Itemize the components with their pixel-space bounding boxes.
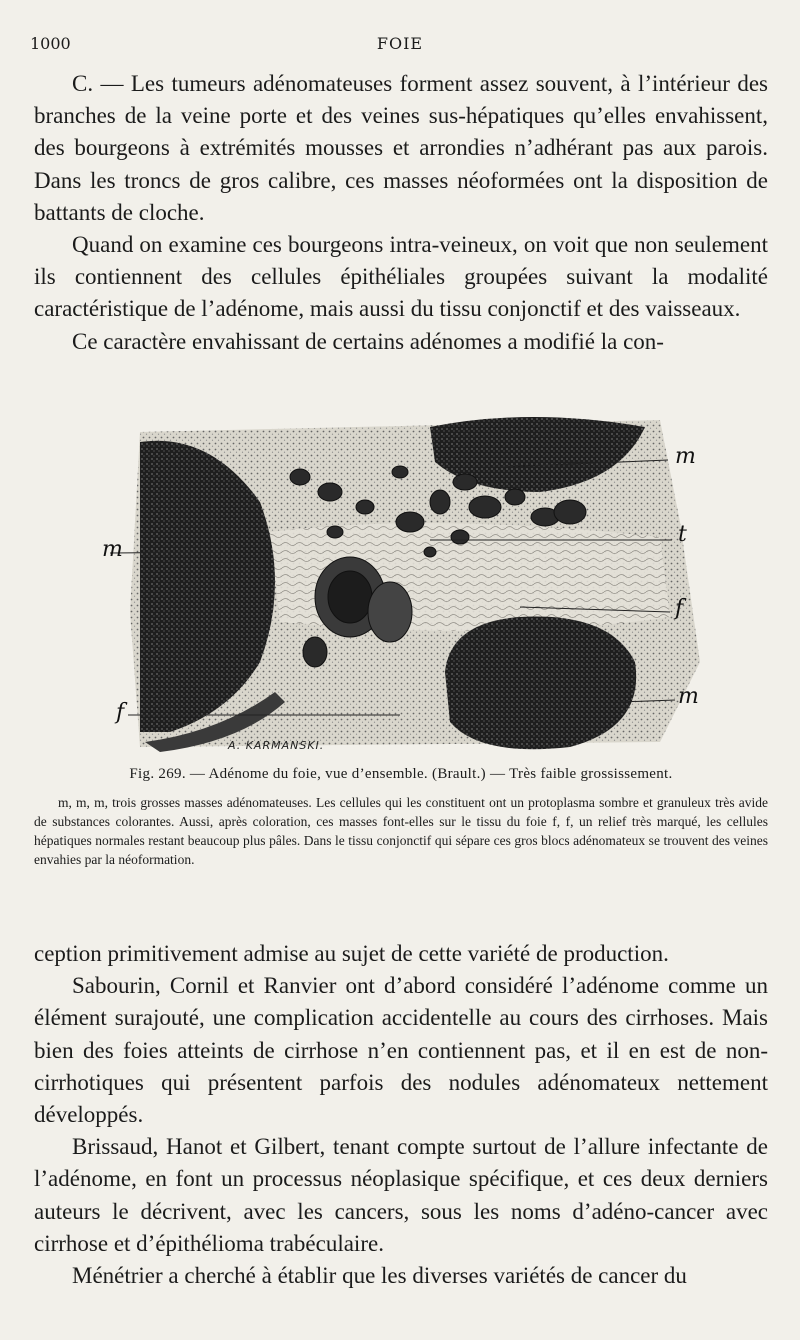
body-text-bottom — [34, 938, 768, 1292]
figure-caption — [34, 766, 768, 869]
paragraph: Ménétrier a cherché à établir que les diverses variétés de cancer du — [72, 1263, 687, 1289]
label-t: t — [678, 522, 687, 547]
page-number: 1000 — [30, 34, 71, 53]
label-f-left: f — [116, 700, 125, 725]
histology-engraving — [100, 412, 740, 758]
label-m-left: m — [102, 537, 123, 562]
label-m-bottom-right: m — [678, 684, 699, 709]
label-m-top-right: m — [675, 444, 696, 469]
adenoma-mass-bottom-right — [445, 617, 636, 750]
engraver-signature: A. KARMANSKI. — [228, 739, 325, 752]
paragraph: C. — Les tumeurs adénomateuses forment assez souvent, à l’intérieur des branches de la veine porte et des veines sus-hépatiques qu’elles envahissent, des bourgeons à extrémités mousses et arrondies n’adhérant pas aux parois. Dans les troncs de gros calibre, ces masses néoformées ont la disposition de battants de cloche. — [34, 71, 768, 225]
running-head: FOIE — [376, 34, 424, 53]
page-header — [30, 34, 770, 58]
label-f-right: f — [675, 596, 684, 621]
paragraph: Sabourin, Cornil et Ranvier ont d’abord considéré l’adénome comme un élément surajouté, une complication accidentelle au cours des cirrhoses. Mais bien des foies atteints de cirrhose n’en contiennent pas, et il en est de non-cirrhotiques qui présentent parfois des nodules adénomateux nettement développés. — [34, 973, 768, 1128]
caption-title: Fig. 269. — Adénome du foie, vue d’ensemble. (Brault.) — Très faible grossissement. — [129, 766, 673, 782]
paragraph: ception primitivement admise au sujet de cette variété de production. — [34, 941, 669, 966]
paragraph: Brissaud, Hanot et Gilbert, tenant compte surtout de l’allure infectante de l’adénome, en font un processus néoplasique spécifique, et ces deux derniers auteurs le décrivent, avec les cancers, sous les noms d’adéno-cancer avec cirrhose et d’épithélioma trabéculaire. — [34, 1134, 768, 1256]
paragraph: Quand on examine ces bourgeons intra-veineux, on voit que non seulement ils contiennent des cellules épithéliales groupées suivant la modalité caractéristique de l’adénome, mais aussi du tissu conjonctif et des vaisseaux. — [34, 232, 768, 322]
paragraph: Ce caractère envahissant de certains adénomes a modifié la con- — [72, 328, 664, 354]
body-text-top — [34, 68, 768, 358]
caption-body: m, m, m, trois grosses masses adénomateuses. Les cellules qui les constituent ont un protoplasma sombre et granuleux très avide de substances colorantes. Aussi, après coloration, ces masses font-elles sur le tissu du foie f, f, un relief très marqué, les cellules hépatiques normales restant beaucoup plus pâles. Dans le tissu conjonctif qui sépare ces gros blocs adénomateux se trouvent des veines envahies par la néoformation. — [34, 795, 768, 867]
figure-269 — [100, 412, 740, 758]
